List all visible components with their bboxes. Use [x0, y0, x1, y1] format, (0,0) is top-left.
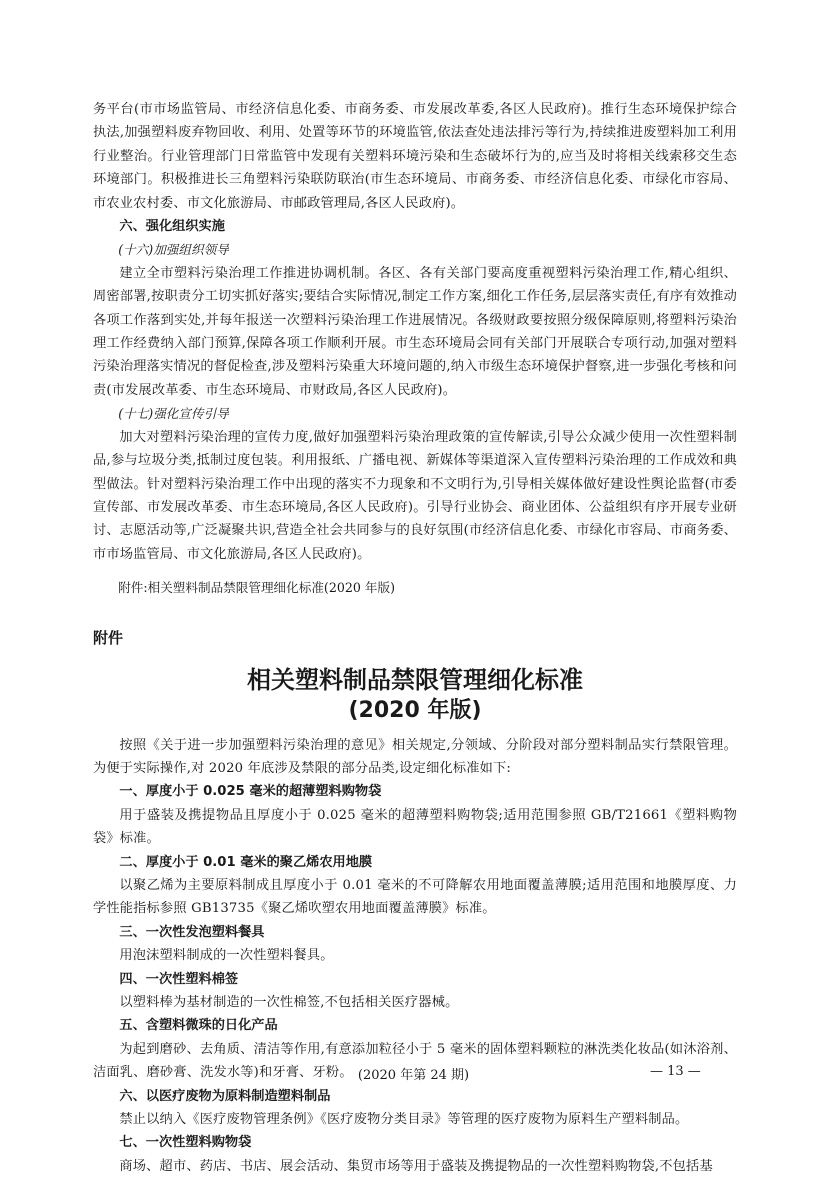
attachment-note: 附件:相关塑料制品禁限管理细化标准(2020 年版)	[118, 580, 395, 596]
attachment-subtitle: (2020 年版)	[348, 697, 482, 723]
item-body: 以聚乙烯为主要原料制成且厚度小于 0.01 毫米的不可降解农用地面覆盖薄膜;适用范围和地膜厚度、力学性能指标参照 GB13735《聚乙烯吹塑农用地面覆盖薄膜》标准。	[93, 877, 737, 917]
attachment-intro: 按照《关于进一步加强塑料污染治理的意见》相关规定,分领域、分阶段对部分塑料制品实行禁限管理。为便于实际操作,对 2020 年底涉及禁限的部分品类,设定细化标准如下:	[93, 737, 737, 776]
item-body: 为起到磨砂、去角质、清洁等作用,有意添加粒径小于 5 毫米的固体塑料颗粒的淋洗类化妆品(如沐浴剂、洁面乳、磨砂膏、洗发水等)和牙膏、牙粉。	[93, 1041, 737, 1081]
item-body: 商场、超市、药店、书店、展会活动、集贸市场等用于盛装及携提物品的一次性塑料购物袋,不包括基	[119, 1158, 713, 1174]
item-heading: 七、一次性塑料购物袋	[119, 1135, 252, 1151]
attachment-title: 相关塑料制品禁限管理细化标准	[247, 665, 583, 694]
item-heading: 一、厚度小于 0.025 毫米的超薄塑料购物袋	[119, 784, 382, 800]
item-body: 以塑料棒为基材制造的一次性棉签,不包括相关医疗器械。	[119, 995, 459, 1010]
item-16-body: 建立全市塑料污染治理工作推进协调机制。各区、各有关部门要高度重视塑料污染治理工作,精心组织、周密部署,按职责分工切实抓好落实;要结合实际情况,制定工作方案,细化工作任务,层层落实责任,有序有效推动各项工作落到实处,并每年报送一次塑料污染治理工作进展情况。各级财政要按照分级保障原则,将塑料污染治理工作经费纳入部门预算,保障各项工作顺利开展。市生态环境局会同有关部门开展联合专项行动,加强对塑料污染治理落实情况的督促检查,涉及塑料污染重大环境问题的,纳入市级生态环境保护督察,进一步强化考核和问责(市发展改革委、市生态环境局、市财政局,各区人民政府)。	[93, 265, 737, 398]
item-heading: 四、一次性塑料棉签	[119, 971, 239, 987]
item-17-body: 加大对塑料污染治理的宣传力度,做好加强塑料污染治理政策的宣传解读,引导公众减少使用一次性塑料制品,参与垃圾分类,抵制过度包装。利用报纸、广播电视、新媒体等渠道深入宣传塑料污染治理的工作成效和典型做法。针对塑料污染治理工作中出现的落实不力现象和不文明行为,引导相关媒体做好建设性舆论监督(市委宣传部、市发展改革委、市生态环境局,各区人民政府)。引导行业协会、商业团体、公益组织有序开展专业研讨、志愿活动等,广泛凝聚共识,营造全社会共同参与的良好氛围(市经济信息化委、市绿化市容局、市商务委、市市场监管局、市文化旅游局,各区人民政府)。	[93, 429, 737, 562]
continuation-paragraph: 务平台(市市场监管局、市经济信息化委、市商务委、市发展改革委,各区人民政府)。推行生态环境保护综合执法,加强塑料废弃物回收、利用、处置等环节的环境监管,依法查处违法排污等行为,持续推进废塑料加工利用行业整治。行业管理部门日常监管中发现有关塑料环境污染和生态破坏行为的,应当及时将相关线索移交生态环境部门。积极推进长三角塑料污染联防联治(市生态环境局、市商务委、市经济信息化委、市绿化市容局、市农业农村委、市文化旅游局、市邮政管理局,各区人民政府)。	[93, 102, 737, 211]
item-heading: 三、一次性发泡塑料餐具	[119, 924, 265, 940]
item-body: 用于盛装及携提物品且厚度小于 0.025 毫米的超薄塑料购物袋;适用范围参照 GB/T21661《塑料购物袋》标准。	[93, 807, 737, 847]
item-body: 禁止以纳入《医疗废物管理条例》《医疗废物分类目录》等管理的医疗废物为原料生产塑料制品。	[119, 1112, 689, 1128]
item-heading: 五、含塑料微珠的日化产品	[119, 1018, 278, 1034]
attachment-label: 附件	[93, 628, 124, 647]
page-number: — 13 —	[650, 1064, 701, 1079]
item-16-heading: (十六)加强组织领导	[118, 242, 229, 258]
footer-issue: (2020 年第 24 期)	[357, 1068, 470, 1083]
item-17-heading: (十七)强化宣传引导	[118, 406, 229, 422]
item-heading: 六、以医疗废物为原料制造塑料制品	[119, 1088, 331, 1104]
item-heading: 二、厚度小于 0.01 毫米的聚乙烯农用地膜	[119, 854, 373, 870]
item-body: 用泡沫塑料制成的一次性塑料餐具。	[119, 948, 334, 964]
document-page	[93, 98, 737, 1178]
section-six-heading: 六、强化组织实施	[119, 219, 225, 235]
